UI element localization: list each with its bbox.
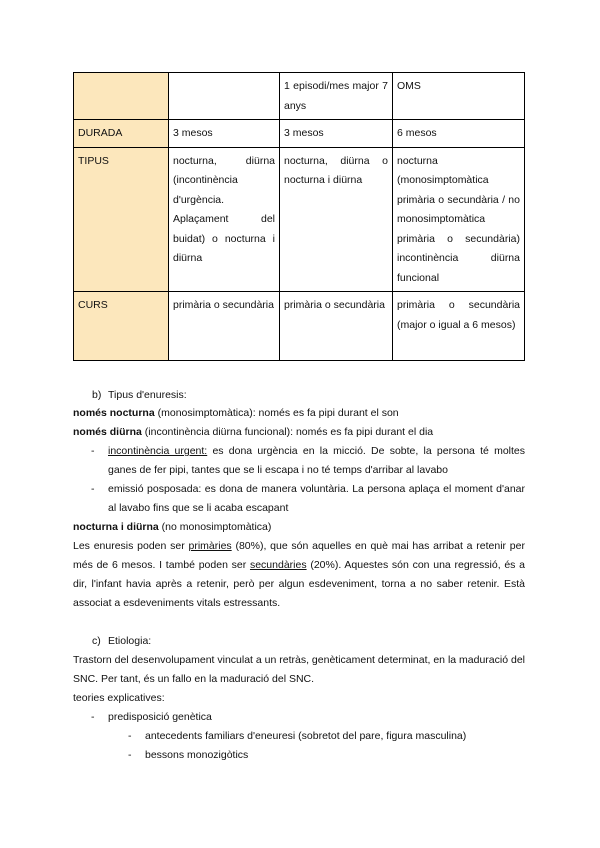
table-cell: 3 mesos <box>280 120 393 148</box>
table-cell: nocturna (monosimptomàtica primària o secundària / no monosimptomàtica primària o secundària) incontinència diürna funcional <box>393 147 525 292</box>
table-cell: nocturna, diürna o nocturna i diürna <box>280 147 393 292</box>
table-row <box>74 120 525 148</box>
list-item <box>73 708 525 727</box>
type-diurnal-line <box>73 423 525 442</box>
type-nocturnal-line <box>73 404 525 423</box>
table-cell: 1 episodi/mes major 7 anys <box>280 73 393 120</box>
table-cell: 3 mesos <box>169 120 280 148</box>
table-cell: 6 mesos <box>393 120 525 148</box>
bullet-dash: - <box>91 711 95 723</box>
type-diurnal-desc: (incontinència diürna funcional): només es fa pipi durant el dia <box>141 426 434 438</box>
table-cell: primària o secundària (major o igual a 6 mesos) <box>393 292 525 361</box>
type-mixed-desc: (no monosimptomàtica) <box>158 521 272 533</box>
table-cell: OMS <box>393 73 525 120</box>
table-row <box>74 292 525 361</box>
family-history: antecedents familiars d'eneuresi (sobretot del pare, figura masculina) <box>145 730 467 742</box>
bullet-dash: - <box>128 749 132 761</box>
postponed-emission-desc: emissió posposada: es dona de manera voluntària. La persona aplaça el moment d'anar al lavabo fins que se li acaba escapant <box>108 483 525 514</box>
etiology-paragraph: Trastorn del desenvolupament vinculat a un retràs, genèticament determinat, en la maduració del SNC. Per tant, és un fallo en la maduració del SNC. <box>73 654 525 685</box>
table-cell: primària o secundària <box>280 292 393 361</box>
table-row <box>74 147 525 292</box>
table-cell <box>169 73 280 120</box>
type-nocturnal-desc: (monosimptomàtica): només es fa pipi durant el son <box>154 407 399 419</box>
section-b-heading <box>92 386 187 405</box>
section-b-title: Tipus d'enuresis: <box>108 389 187 401</box>
bullet-dash: - <box>91 483 95 495</box>
comparison-table <box>73 72 525 361</box>
row-label-tipus: TIPUS <box>74 147 169 292</box>
section-b-marker: b) <box>92 389 102 401</box>
row-label-empty <box>74 73 169 120</box>
section-c-heading <box>92 632 151 651</box>
row-label-curs: CURS <box>74 292 169 361</box>
genetic-predisposition: predisposició genètica <box>108 711 212 723</box>
section-c-title: Etiologia: <box>108 635 152 647</box>
urgent-incontinence-desc: es dona urgència en la micció. De sobte, la persona té moltes ganes de fer pipi, tantes que se li escapa i no té temps d'arribar al lavabo <box>108 445 526 476</box>
enuresis-paragraph <box>73 537 525 613</box>
theories-label: teories explicatives: <box>73 692 165 704</box>
type-mixed-line <box>73 518 525 537</box>
paragraph-text: (80%), que són aquelles en què mai has arribat a retenir per més de 6 mesos. I també poden ser <box>73 540 525 571</box>
table-cell: primària o secundària <box>169 292 280 361</box>
list-item <box>110 727 525 746</box>
list-item <box>73 480 525 518</box>
row-label-durada: DURADA <box>74 120 169 148</box>
bullet-dash: - <box>91 445 95 457</box>
table-cell: nocturna, diürna (incontinència d'urgència. Aplaçament del buidat) o nocturna i diürna <box>169 147 280 292</box>
type-mixed-term: nocturna i diürna <box>73 521 159 533</box>
urgent-incontinence-term: incontinència urgent: <box>108 445 208 457</box>
secondary-term: secundàries <box>249 559 307 571</box>
list-item <box>110 746 525 765</box>
paragraph-text: (20%). Aquestes són con una regressió, és a dir, l'infant havia après a retenir, però per algun esdeveniment, torna a no saber retenir. Està associat a esdeveniments vitals estressants. <box>73 559 526 609</box>
monozygotic-twins: bessons monozigòtics <box>145 749 249 761</box>
table-row <box>74 73 525 120</box>
bullet-dash: - <box>128 730 132 742</box>
type-diurnal-term: només diürna <box>73 426 142 438</box>
list-item <box>73 442 525 480</box>
section-c-marker: c) <box>92 635 101 647</box>
paragraph-text: Les enuresis poden ser <box>73 540 189 552</box>
type-nocturnal-term: només nocturna <box>73 407 155 419</box>
primary-term: primàries <box>188 540 232 552</box>
